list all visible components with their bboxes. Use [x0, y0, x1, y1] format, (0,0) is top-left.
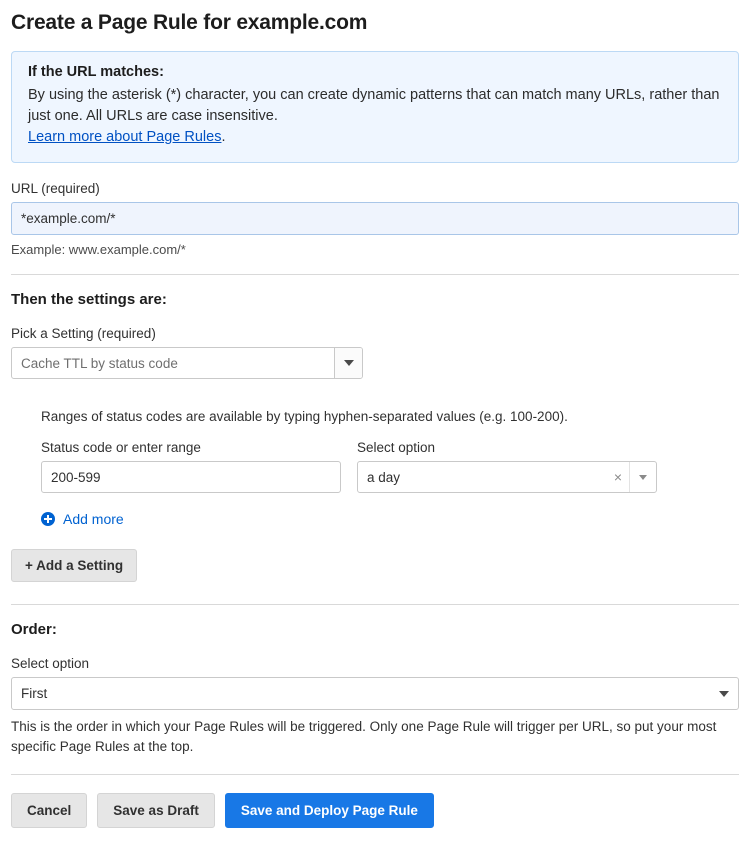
status-option-row	[41, 440, 739, 493]
callout-text: By using the asterisk (*) character, you can create dynamic patterns that can match many URLs, rather than just one. All URLs are case insensitive.	[28, 87, 720, 125]
status-code-input[interactable]	[41, 461, 341, 493]
chevron-down-icon	[334, 348, 362, 378]
ttl-option-value: a day	[367, 469, 401, 485]
order-select-value: First	[21, 686, 48, 702]
save-deploy-button[interactable]: Save and Deploy Page Rule	[225, 793, 434, 828]
clear-icon[interactable]: ×	[613, 469, 623, 486]
order-select[interactable]	[11, 677, 739, 710]
learn-more-link[interactable]: Learn more about Page Rules	[28, 129, 222, 146]
chevron-down-icon	[719, 691, 729, 697]
ttl-option-field	[357, 440, 657, 493]
form-footer	[11, 793, 739, 828]
ttl-option-select[interactable]	[357, 461, 657, 493]
url-input[interactable]	[11, 202, 739, 235]
divider-footer	[11, 774, 739, 775]
order-select-label: Select option	[11, 656, 90, 672]
add-more-label: Add more	[63, 511, 124, 528]
save-draft-button[interactable]: Save as Draft	[97, 793, 215, 828]
divider-order	[11, 604, 739, 605]
url-hint: Example: www.example.com/*	[11, 242, 186, 258]
status-code-label: Status code or enter range	[41, 440, 201, 456]
status-range-note: Ranges of status codes are available by typing hyphen-separated values (e.g. 100-200).	[41, 409, 568, 425]
chevron-down-icon[interactable]	[630, 475, 656, 480]
status-code-field	[41, 440, 341, 493]
callout-link-suffix: .	[221, 129, 226, 146]
add-setting-button[interactable]: + Add a Setting	[11, 549, 137, 582]
url-match-callout	[11, 51, 739, 163]
page-title: Create a Page Rule for example.com	[11, 11, 368, 34]
plus-circle-icon	[41, 512, 55, 526]
callout-title: If the URL matches:	[28, 64, 164, 80]
pick-setting-value: Cache TTL by status code	[21, 355, 178, 371]
pick-setting-select[interactable]	[11, 347, 363, 379]
settings-section-title: Then the settings are:	[11, 291, 167, 309]
cancel-button[interactable]: Cancel	[11, 793, 87, 828]
url-field-label: URL (required)	[11, 181, 100, 197]
order-section-title: Order:	[11, 621, 57, 639]
setting-detail-block	[41, 409, 739, 527]
callout-body	[28, 85, 722, 148]
divider-settings	[11, 274, 739, 275]
ttl-option-label: Select option	[357, 440, 436, 456]
pick-setting-label: Pick a Setting (required)	[11, 326, 156, 342]
order-note: This is the order in which your Page Rules will be triggered. Only one Page Rule will trigger per URL, so put your most specific Page Rules at the top.	[11, 719, 717, 754]
add-more-button[interactable]	[41, 511, 739, 527]
